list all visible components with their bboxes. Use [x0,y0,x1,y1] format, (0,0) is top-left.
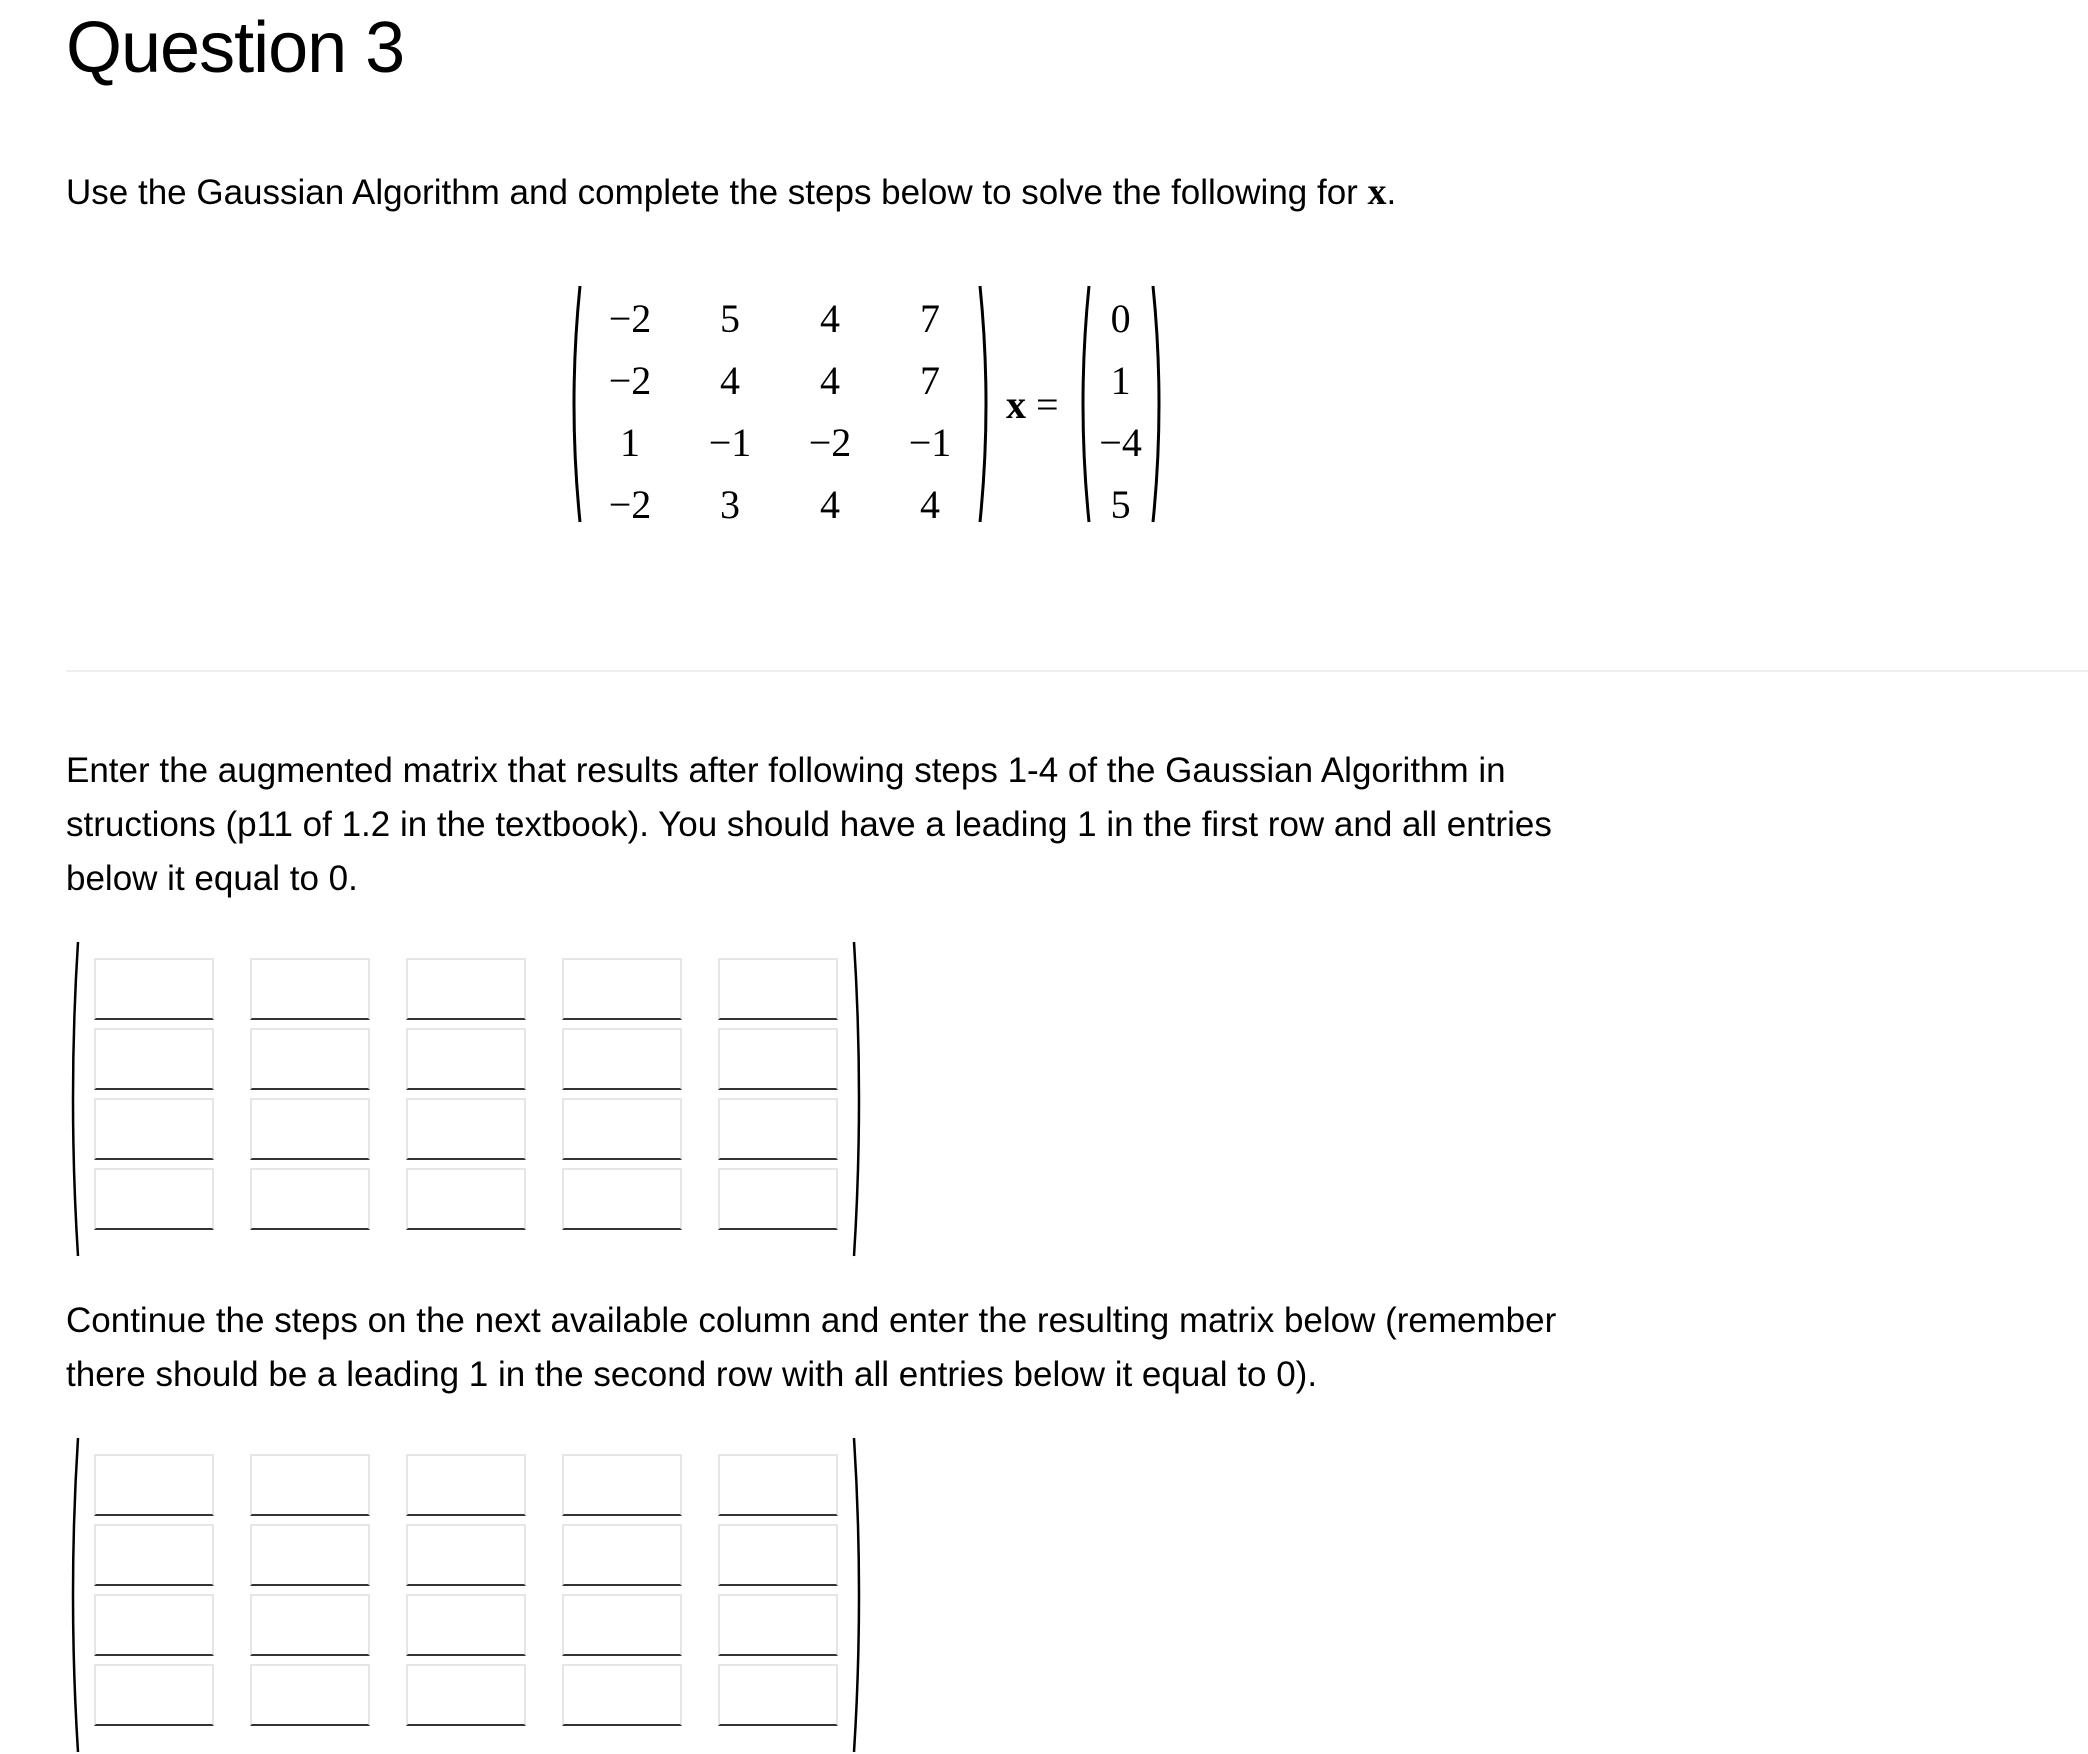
matrix-entry-input[interactable] [94,1168,214,1230]
matrix-entry-input[interactable] [250,1098,370,1160]
rhs-cell: 0 [1110,296,1131,341]
answer-grid-1 [94,958,838,1230]
matrix-entry-input[interactable] [94,1594,214,1656]
matrix-entry-input[interactable] [406,1168,526,1230]
coefficient-matrix [568,284,992,527]
left-bracket [66,940,80,1258]
rhs-grid [1089,284,1153,536]
right-paren [978,284,992,524]
answer-matrix-1 [66,940,866,1258]
matrix-entry-input[interactable] [250,1028,370,1090]
matrix-entry-input[interactable] [718,1524,838,1586]
matrix-entry-input[interactable] [562,1664,682,1726]
matrix-entry-input[interactable] [718,1168,838,1230]
vector-x: x [1006,381,1026,427]
matrix-cell: 7 [920,358,940,403]
matrix-cell: 4 [820,482,840,527]
rhs-cell: 5 [1110,482,1131,527]
linear-system [568,284,1165,527]
right-bracket [852,940,866,1258]
matrix-entry-input[interactable] [718,958,838,1020]
part1-prompt: Enter the augmented matrix that results after following steps 1-4 of the Gaussian Algorithm in structions (p11 of 1.2 in the textbook). You should have a leading 1 in the first row and all entries below it equal to 0. [66,751,1552,898]
right-paren [1151,284,1165,524]
matrix-entry-input[interactable] [406,1594,526,1656]
instructions-text: Use the Gaussian Algorithm and complete the steps below to solve the following for [66,173,1368,212]
matrix-entry-input[interactable] [562,1594,682,1656]
matrix-entry-input[interactable] [250,1168,370,1230]
matrix-entry-input[interactable] [562,1028,682,1090]
matrix-entry-input[interactable] [406,958,526,1020]
left-paren [568,284,582,524]
matrix-entry-input[interactable] [718,1028,838,1090]
matrix-cell: −2 [608,358,652,403]
matrix-entry-input[interactable] [562,1524,682,1586]
rhs-vector [1077,284,1165,527]
matrix-cell: 4 [820,358,840,403]
matrix-entry-input[interactable] [94,1664,214,1726]
matrix-cell: −1 [908,420,952,465]
matrix-entry-input[interactable] [94,958,214,1020]
matrix-entry-input[interactable] [94,1028,214,1090]
matrix-entry-input[interactable] [406,1664,526,1726]
section-divider [66,670,2088,672]
matrix-cell: 7 [920,296,940,341]
matrix-entry-input[interactable] [94,1524,214,1586]
matrix-cell: −2 [808,420,852,465]
matrix-cell: −2 [608,296,652,341]
matrix-entry-input[interactable] [718,1454,838,1516]
coefficient-grid [580,284,980,536]
matrix-cell: 4 [720,358,740,403]
matrix-entry-input[interactable] [250,1664,370,1726]
matrix-cell: 4 [820,296,840,341]
matrix-entry-input[interactable] [562,1454,682,1516]
matrix-entry-input[interactable] [562,958,682,1020]
left-paren [1077,284,1091,524]
equals-sign: = [1036,381,1059,427]
left-bracket [66,1436,80,1754]
matrix-cell: −1 [708,420,752,465]
part2-prompt: Continue the steps on the next available column and enter the resulting matrix below (remember there should be a leading 1 in the second row with all entries below it equal to 0). [66,1301,1557,1394]
matrix-entry-input[interactable] [718,1664,838,1726]
matrix-entry-input[interactable] [250,958,370,1020]
variable-x: x [1367,171,1387,213]
matrix-entry-input[interactable] [250,1594,370,1656]
question-title: Question 3 [66,8,405,88]
matrix-cell: 1 [620,420,640,465]
rhs-cell: 1 [1110,358,1131,403]
x-equals [1006,381,1059,428]
rhs-cell: −4 [1099,420,1142,465]
matrix-entry-input[interactable] [250,1454,370,1516]
right-bracket [852,1436,866,1754]
matrix-entry-input[interactable] [94,1454,214,1516]
answer-matrix-2 [66,1436,866,1754]
matrix-entry-input[interactable] [406,1524,526,1586]
matrix-cell: 4 [920,482,940,527]
matrix-entry-input[interactable] [406,1028,526,1090]
matrix-entry-input[interactable] [250,1524,370,1586]
matrix-cell: 5 [720,296,740,341]
matrix-cell: −2 [608,482,652,527]
answer-grid-2 [94,1454,838,1726]
instructions-end: . [1386,173,1397,212]
matrix-entry-input[interactable] [718,1098,838,1160]
matrix-entry-input[interactable] [406,1454,526,1516]
matrix-entry-input[interactable] [562,1168,682,1230]
matrix-entry-input[interactable] [94,1098,214,1160]
matrix-entry-input[interactable] [562,1098,682,1160]
matrix-cell: 3 [720,482,740,527]
matrix-entry-input[interactable] [718,1594,838,1656]
question-instructions [66,166,1396,219]
matrix-entry-input[interactable] [406,1098,526,1160]
